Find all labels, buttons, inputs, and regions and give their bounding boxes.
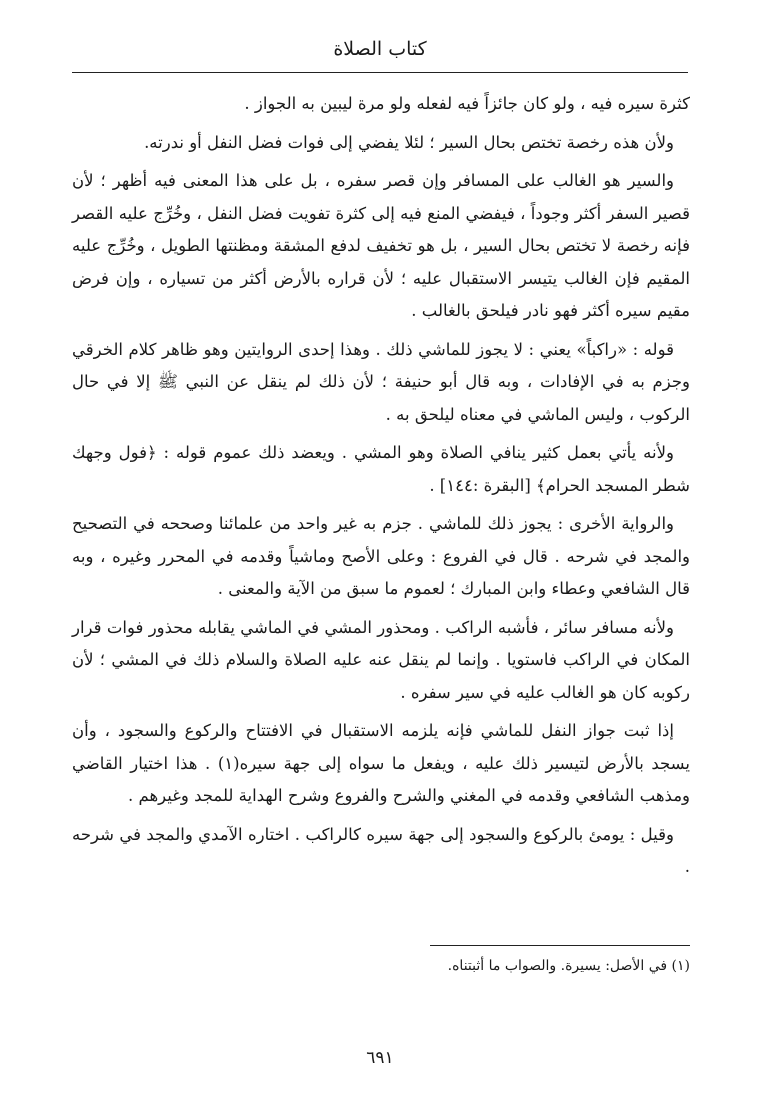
paragraph: والسير هو الغالب على المسافر وإن قصر سفره ، بل على هذا المعنى فيه أظهر ؛ لأن قصير السفر أكثر وجوداً ، فيفضي المنع فيه إلى كثرة تفويت فضل النفل ، وخُرِّج عليه القصر فإنه رخصة لا تختص بحال السير ، بل هو تخفيف لدفع المشقة ومظنتها الطويل ، وخُرِّج عليه المقيم فإن الغالب يتيسر الاستقبال عليه ؛ لأن قراره بالأرض أكثر من تسياره ، وإن فرض مقيم سيره أكثر فهو نادر فيلحق بالغالب . — [72, 171, 690, 320]
paragraph: إذا ثبت جواز النفل للماشي فإنه يلزمه الاستقبال في الافتتاح والركوع والسجود ، وأن يسجد بالأرض لتيسير ذلك عليه ، ويفعل ما سواه إلى جهة سيره(١) . هذا اختيار القاضي ومذهب الشافعي وقدمه في المغني والشرح والفروع وشرح الهداية للمجد وغيرهم . — [72, 721, 690, 805]
paragraph: والرواية الأخرى : يجوز ذلك للماشي . جزم به غير واحد من علمائنا وصححه في التصحيح والمجد في شرحه . قال في الفروع : وعلى الأصح وماشياً وقدمه في المحرر وغيره ، وبه قال الشافعي وعطاء وابن المبارك ؛ لعموم ما سبق من الآية والمعنى . — [72, 514, 690, 598]
paragraph: كثرة سيره فيه ، ولو كان جائزاً فيه لفعله ولو مرة ليبين به الجواز . — [244, 94, 690, 113]
paragraph: وقيل : يومئ بالركوع والسجود إلى جهة سيره كالراكب . اختاره الآمدي والمجد في شرحه . — [72, 824, 690, 876]
running-header-title: كتاب الصلاة — [333, 38, 427, 60]
page-number: ٦٩١ — [366, 1048, 394, 1068]
paragraph: ولأنه يأتي بعمل كثير ينافي الصلاة وهو المشي . ويعضد ذلك عموم قوله : ﴿فول وجهك شطر المسجد الحرام﴾ [البقرة :١٤٤] . — [72, 443, 690, 495]
header-divider — [72, 72, 688, 73]
paragraph: قوله : «راكباً» يعني : لا يجوز للماشي ذلك . وهذا إحدى الروايتين وهو ظاهر كلام الخرقي وجزم به في الإفادات ، وبه قال أبو حنيفة ؛ لأن ذلك لم ينقل عن النبي ﷺ إلا في حال الركوب ، وليس الماشي في معناه ليلحق به . — [72, 339, 690, 424]
paragraph: ولأنه مسافر سائر ، فأشبه الراكب . ومحذور المشي في الماشي يقابله محذور فوات قرار المكان في الراكب فاستويا . وإنما لم ينقل عنه عليه الصلاة والسلام ذلك في المشي ؛ لأن ركوبه كان هو الغالب عليه في سير سفره . — [72, 617, 690, 702]
footnote: (١) في الأصل: يسيرة. والصواب ما أثبتناه. — [447, 958, 690, 974]
paragraph: ولأن هذه رخصة تختص بحال السير ؛ لئلا يفضي إلى فوات فضل النفل أو ندرته. — [144, 132, 674, 152]
footnote-divider — [430, 945, 690, 946]
main-text — [72, 88, 690, 890]
